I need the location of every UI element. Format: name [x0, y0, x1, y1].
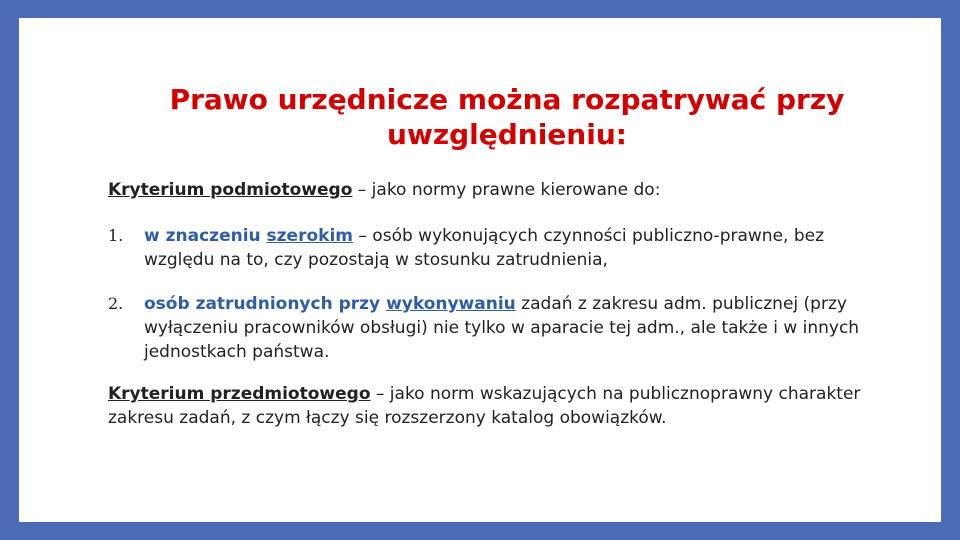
criterion-subject-paragraph [108, 178, 868, 202]
list-item-highlight-plain: w znaczeniu [144, 226, 267, 246]
criterion-object-text: – jako norm wskazujących na publicznoprawny charakter zakresu zadań, z czym łączy się rozszerzony katalog obowiązków. [108, 384, 861, 428]
list-item-highlight [144, 226, 353, 246]
title-line-2: uwzględnieniu: [387, 118, 627, 151]
title-line-1: Prawo urzędnicze można rozpatrywać przy [169, 83, 845, 116]
list-item-number: 1. [108, 226, 124, 245]
criterion-object-paragraph [108, 382, 868, 430]
list-item [108, 292, 868, 364]
list-item [108, 224, 868, 272]
criteria-list [108, 224, 868, 364]
list-item-number: 2. [108, 294, 124, 313]
slide-canvas [19, 18, 941, 522]
criterion-object-label: Kryterium przedmiotowego [108, 384, 371, 404]
list-item-text: zadań z zakresu adm. publicznej (przy wyłączeniu pracowników obsługi) nie tylko w aparacie tej adm., ale także i w innych jednostkach państwa. [144, 294, 860, 362]
list-item-highlight-plain: osób zatrudnionych przy [144, 294, 387, 314]
criterion-subject-label: Kryterium podmiotowego [108, 180, 353, 200]
list-item-highlight [144, 294, 516, 314]
list-item-highlight-underlined: wykonywaniu [386, 294, 516, 314]
criterion-subject-text: – jako normy prawne kierowane do: [352, 180, 661, 200]
list-item-text: – osób wykonujących czynności publiczno-prawne, bez względu na to, czy pozostają w stosunku zatrudnienia, [144, 226, 825, 270]
slide-title [19, 82, 960, 152]
slide-content [108, 178, 868, 430]
list-item-highlight-underlined: szerokim [266, 226, 353, 246]
